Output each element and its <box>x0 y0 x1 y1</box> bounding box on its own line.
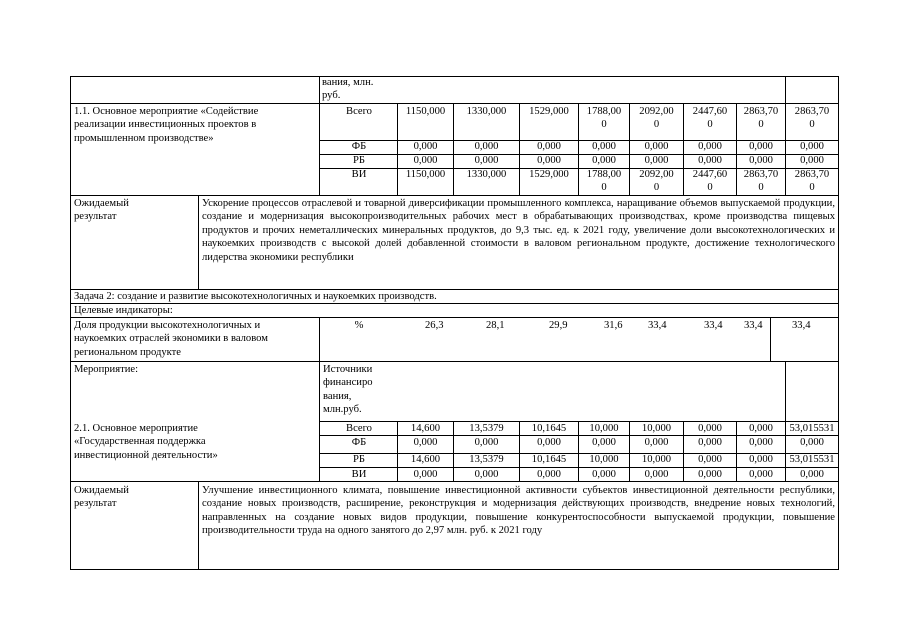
table-cell: 0,000 <box>592 155 616 166</box>
table-cell: 10,1645 <box>531 423 567 434</box>
indicator-name: наукоемких отраслей экономики в валовом <box>74 333 268 345</box>
table-cell: 0,000 <box>749 437 773 448</box>
table-cell: 1150,000 <box>405 106 446 117</box>
table-cell: 0,000 <box>644 469 669 480</box>
table-border <box>198 481 199 570</box>
table-cell: 2863,70 <box>743 169 779 180</box>
result-label: результат <box>74 498 117 510</box>
table-cell: 13,5379 <box>469 423 504 434</box>
indicator-value: 33,4 <box>792 320 811 331</box>
result-label: Ожидаемый <box>74 485 129 496</box>
result-text: Улучшение инвестиционного климата, повышение инвестиционной активности субъектов инвестиционной деятельности республики, создание новых производств, расширение, реконструкция и модернизация действующих производств, внедрение новых технологий, направленных на создание новых видов продукции, повышение конкурентоспособности выпускаемой продукции, повышение производительности труда на одного занятого до 2,97 млн. руб. к 2021 году <box>202 485 835 537</box>
indicator-value: 33,4 <box>744 320 763 331</box>
source-header: млн.руб. <box>323 404 362 416</box>
table-cell: 0 <box>707 182 713 194</box>
table-cell: 0,000 <box>474 469 499 480</box>
table-cell: 13,5379 <box>469 454 504 465</box>
table-cell: 0,000 <box>474 155 499 166</box>
table-cell: 0,000 <box>644 141 669 152</box>
table-cell: 1330,000 <box>466 169 507 180</box>
table-cell: 10,000 <box>641 423 672 434</box>
table-cell: 0,000 <box>800 437 824 448</box>
indicator-value: 33,4 <box>648 320 667 331</box>
table-cell: 10,000 <box>589 423 619 434</box>
table-cell: 0,000 <box>800 155 824 166</box>
result-label: результат <box>74 211 117 223</box>
table-cell: 0,000 <box>537 141 561 152</box>
table-border <box>785 361 786 422</box>
measure-1-1-name: 1.1. Основное мероприятие «Содействие <box>74 106 259 117</box>
table-cell: 0 <box>601 182 607 194</box>
table-cell: 1788,00 <box>586 169 622 180</box>
result-text: Ускорение процессов отраслевой и товарной диверсификации промышленного комплекса, наращивание объемов выпускаемой продукции, создание и модернизация высокопроизводительных рабочих мест в обрабатывающих производствах, кроме производства пищевых продуктов и прочих неметаллических минеральных продуктов, до 9,3 тыс. ед. к 2021 году, увеличение доли высокотехнологических и наукоемких производств с высокой долей добавленной стоимости в валовом региональном продукте, достижение технологического лидерства экономики республики <box>202 198 835 263</box>
table-cell: 0,000 <box>749 155 773 166</box>
indicator-value: 33,4 <box>704 320 723 331</box>
table-cell: 0,000 <box>698 423 722 434</box>
table-cell: 0,000 <box>749 423 773 434</box>
table-cell: 0,000 <box>749 469 773 480</box>
table-cell: 1529,000 <box>529 169 569 180</box>
table-border <box>70 76 71 570</box>
table-cell: 1529,000 <box>529 106 569 117</box>
table-cell: 0,000 <box>644 437 669 448</box>
table-cell: 0,000 <box>592 469 616 480</box>
table-border <box>70 195 839 196</box>
table-cell: 0,000 <box>698 454 722 465</box>
table-cell: 1330,000 <box>466 106 507 117</box>
program-table <box>70 76 838 570</box>
table-cell: 2863,70 <box>794 106 830 117</box>
table-cell: 10,000 <box>641 454 672 465</box>
activity-label: Мероприятие: <box>74 364 139 375</box>
table-cell: 2863,70 <box>743 106 779 117</box>
table-border <box>70 76 839 77</box>
source-header-fragment: вания, млн. <box>322 77 374 88</box>
table-cell: 0,000 <box>474 437 499 448</box>
table-cell: 0,000 <box>800 141 824 152</box>
table-cell: 0 <box>809 182 815 194</box>
source-header: финансиро <box>323 377 373 389</box>
indicator-value: 29,9 <box>549 320 568 331</box>
table-cell: 2092,00 <box>639 169 674 180</box>
measure-1-1-name: промышленном производстве» <box>74 132 214 144</box>
table-cell: 2447,60 <box>692 106 728 117</box>
table-cell: 14,600 <box>410 423 441 434</box>
table-cell: 10,000 <box>589 454 619 465</box>
table-border <box>70 569 839 570</box>
table-cell: 0,000 <box>474 141 499 152</box>
funding-source: РБ <box>353 155 365 166</box>
funding-source: Всего <box>346 106 372 117</box>
source-header: Источники <box>323 364 373 375</box>
table-cell: 0 <box>809 119 815 131</box>
table-border <box>838 76 839 570</box>
source-header-fragment: руб. <box>322 90 341 102</box>
table-cell: 0,000 <box>537 155 561 166</box>
table-cell: 0 <box>707 119 713 131</box>
funding-source: ВИ <box>351 469 367 480</box>
indicator-value: 28,1 <box>486 320 505 331</box>
table-cell: 0,000 <box>644 155 669 166</box>
funding-source: РБ <box>353 454 365 465</box>
table-cell: 0,000 <box>698 437 722 448</box>
table-cell: 2863,70 <box>794 169 830 180</box>
table-cell: 0,000 <box>537 437 561 448</box>
indicator-unit: % <box>354 320 364 331</box>
table-cell: 0 <box>758 182 764 194</box>
table-cell: 0 <box>758 119 764 131</box>
source-header: вания, <box>323 390 352 402</box>
funding-source: ФБ <box>351 141 367 152</box>
funding-source: Всего <box>346 423 372 434</box>
table-cell: 0,000 <box>592 141 616 152</box>
funding-source: ФБ <box>351 437 367 448</box>
table-cell: 0 <box>653 119 660 131</box>
table-cell: 0,000 <box>749 454 773 465</box>
table-cell: 53,015531 <box>789 454 835 465</box>
indicator-name: Доля продукции высокотехнологичных и <box>74 320 261 331</box>
measure-1-1-name: реализации инвестиционных проектов в <box>74 119 257 131</box>
table-border <box>319 76 320 196</box>
indicator-value: 31,6 <box>604 320 623 331</box>
table-cell: 0,000 <box>749 141 773 152</box>
table-cell: 0,000 <box>698 469 722 480</box>
measure-2-1-name: инвестиционной деятельности» <box>74 449 218 461</box>
task-heading: Задача 2: создание и развитие высокотехнологичных и наукоемких производств. <box>74 291 437 302</box>
table-cell: 0,000 <box>698 141 722 152</box>
table-cell: 0 <box>601 119 607 131</box>
table-cell: 2092,00 <box>639 106 674 117</box>
table-cell: 2447,60 <box>692 169 728 180</box>
table-border <box>319 317 320 482</box>
table-cell: 0,000 <box>800 469 824 480</box>
table-border <box>70 361 839 362</box>
table-border <box>70 103 839 104</box>
table-cell: 0,000 <box>592 437 616 448</box>
table-cell: 0,000 <box>537 469 561 480</box>
result-label: Ожидаемый <box>74 198 129 209</box>
funding-source: ВИ <box>351 169 367 180</box>
table-cell: 10,1645 <box>531 454 567 465</box>
table-border <box>198 195 199 290</box>
table-cell: 0,000 <box>413 155 438 166</box>
table-cell: 53,015531 <box>789 423 835 434</box>
table-cell: 0 <box>653 182 660 194</box>
table-cell: 0,000 <box>413 437 438 448</box>
measure-2-1-name: «Государственная поддержка <box>74 436 206 448</box>
table-cell: 0,000 <box>413 469 438 480</box>
table-cell: 0,000 <box>698 155 722 166</box>
indicators-label: Целевые индикаторы: <box>74 305 173 316</box>
indicator-name: региональном продукте <box>74 346 181 358</box>
measure-2-1-name: 2.1. Основное мероприятие <box>74 423 198 434</box>
table-cell: 14,600 <box>410 454 441 465</box>
table-cell: 1150,000 <box>405 169 446 180</box>
table-cell: 1788,00 <box>586 106 622 117</box>
table-cell: 0,000 <box>413 141 438 152</box>
table-border <box>785 76 786 104</box>
indicator-value: 26,3 <box>425 320 444 331</box>
